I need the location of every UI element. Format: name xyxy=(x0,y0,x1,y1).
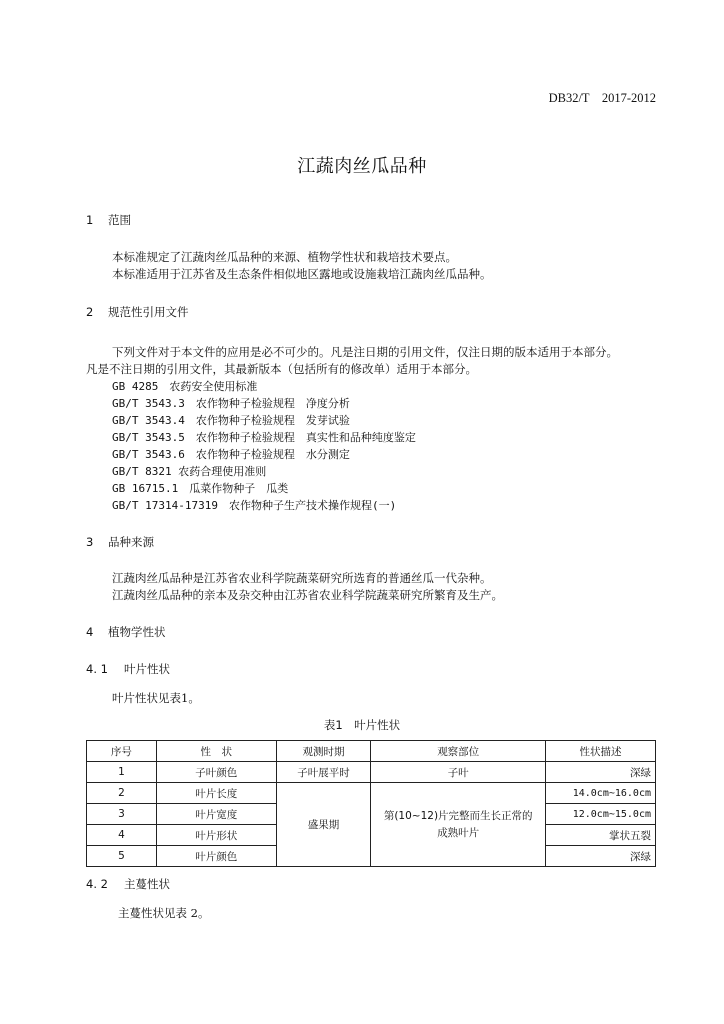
section-number: 1 xyxy=(86,213,94,227)
table-cell: 2 xyxy=(87,783,157,804)
table-cell: 叶片长度 xyxy=(156,783,276,804)
header-cell: 性状描述 xyxy=(546,741,656,762)
section-3-heading xyxy=(86,534,154,550)
section-4-1-heading xyxy=(86,661,170,677)
paragraph: 江蔬肉丝瓜品种的亲本及杂交种由江苏省农业科学院蔬菜研究所繁育及生产。 xyxy=(112,588,503,602)
section-number: 4. 1 xyxy=(86,662,108,676)
leaf-traits-table xyxy=(86,740,656,867)
page-title: 江蔬肉丝瓜品种 xyxy=(297,156,427,177)
reference-item: GB 16715.1 瓜菜作物种子 瓜类 xyxy=(112,482,289,495)
table-cell: 14.0cm~16.0cm xyxy=(546,783,656,804)
reference-item: GB/T 3543.4 农作物种子检验规程 发芽试验 xyxy=(112,414,350,427)
table-row xyxy=(87,762,656,783)
paragraph: 本标准规定了江蔬肉丝瓜品种的来源、植物学性状和栽培技术要点。 xyxy=(112,250,457,264)
table-cell: 深绿 xyxy=(546,846,656,867)
section-4-heading xyxy=(86,624,166,640)
reference-item: GB/T 3543.6 农作物种子检验规程 水分测定 xyxy=(112,448,350,461)
section-title: 叶片性状 xyxy=(124,662,170,676)
table-cell: 1 xyxy=(87,762,157,783)
reference-item: GB/T 3543.5 农作物种子检验规程 真实性和品种纯度鉴定 xyxy=(112,431,416,444)
table-header-row xyxy=(87,741,656,762)
table-cell-part: 第(10~12)片完整而生长正常的成熟叶片 xyxy=(371,783,546,867)
table-cell: 深绿 xyxy=(546,762,656,783)
paragraph: 叶片性状见表1。 xyxy=(112,691,200,705)
section-4-2-heading xyxy=(86,876,170,892)
table-cell: 3 xyxy=(87,804,157,825)
reference-item: GB/T 17314-17319 农作物种子生产技术操作规程(一) xyxy=(112,499,397,512)
paragraph: 凡是不注日期的引用文件，其最新版本（包括所有的修改单）适用于本部分。 xyxy=(86,362,477,376)
section-number: 2 xyxy=(86,305,94,319)
section-number: 3 xyxy=(86,535,94,549)
table-cell: 叶片宽度 xyxy=(156,804,276,825)
paragraph: 江蔬肉丝瓜品种是江苏省农业科学院蔬菜研究所选育的普通丝瓜一代杂种。 xyxy=(112,571,492,585)
section-2-heading xyxy=(86,304,189,320)
table-cell-period: 盛果期 xyxy=(276,783,371,867)
section-title: 范围 xyxy=(108,213,131,227)
section-1-heading xyxy=(86,212,131,228)
section-title: 植物学性状 xyxy=(108,625,166,639)
paragraph: 下列文件对于本文件的应用是必不可少的。凡是注日期的引用文件，仅注日期的版本适用于本部分。 xyxy=(112,345,618,359)
table-cell: 5 xyxy=(87,846,157,867)
table-cell: 叶片形状 xyxy=(156,825,276,846)
section-title: 品种来源 xyxy=(108,535,154,549)
section-number: 4. 2 xyxy=(86,877,108,891)
reference-item: GB 4285 农药安全使用标准 xyxy=(112,380,258,393)
header-cell: 性 状 xyxy=(156,741,276,762)
header-cell: 序号 xyxy=(87,741,157,762)
table-cell: 子叶展平时 xyxy=(276,762,371,783)
table-cell: 4 xyxy=(87,825,157,846)
paragraph: 本标准适用于江苏省及生态条件相似地区露地或设施栽培江蔬肉丝瓜品种。 xyxy=(112,267,492,281)
section-number: 4 xyxy=(86,625,94,639)
table-row xyxy=(87,783,656,804)
header-cell: 观测时期 xyxy=(276,741,371,762)
table-cell: 12.0cm~15.0cm xyxy=(546,804,656,825)
table-cell: 掌状五裂 xyxy=(546,825,656,846)
table-cell: 子叶 xyxy=(371,762,546,783)
reference-item: GB/T 3543.3 农作物种子检验规程 净度分析 xyxy=(112,397,350,410)
paragraph: 主蔓性状见表 2。 xyxy=(118,906,210,920)
reference-item: GB/T 8321 农药合理使用准则 xyxy=(112,465,267,478)
table-cell: 子叶颜色 xyxy=(156,762,276,783)
table-cell: 叶片颜色 xyxy=(156,846,276,867)
section-title: 规范性引用文件 xyxy=(108,305,189,319)
standard-code: DB32/T 2017-2012 xyxy=(548,91,656,105)
table-caption: 表1 叶片性状 xyxy=(323,718,401,732)
section-title: 主蔓性状 xyxy=(124,877,170,891)
header-cell: 观察部位 xyxy=(371,741,546,762)
